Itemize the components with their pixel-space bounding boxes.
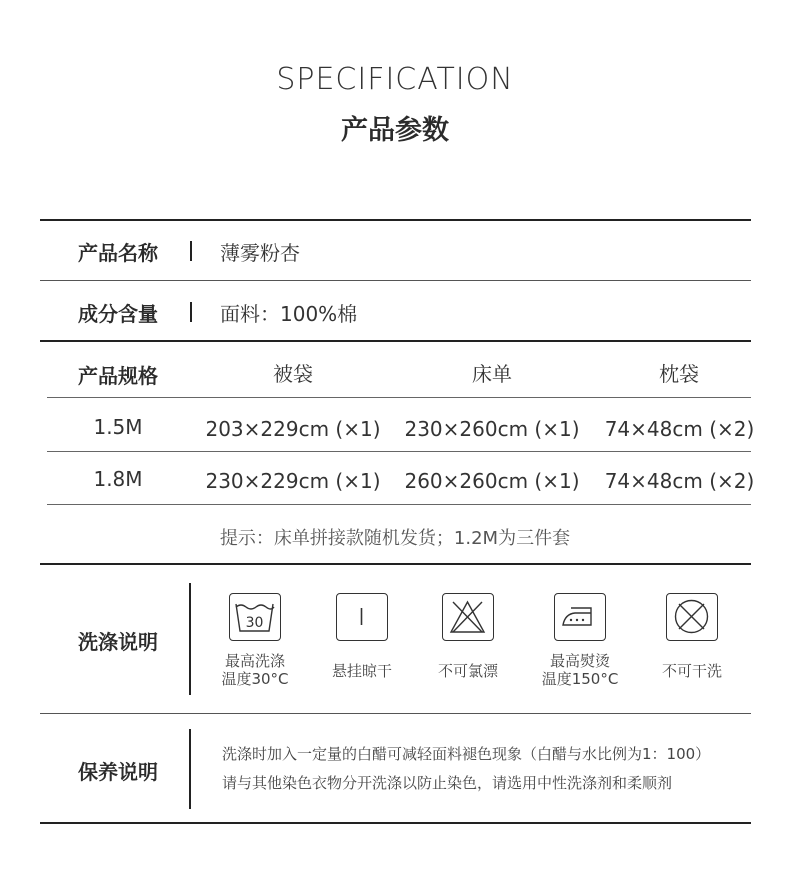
row-divider	[47, 504, 751, 505]
table-bottom-rule	[40, 822, 751, 824]
row-separator	[190, 241, 192, 261]
table-row-size: 1.8M	[93, 467, 143, 491]
wash-temp-text: 30	[245, 615, 264, 631]
section-separator	[189, 583, 191, 695]
hang-dry-label	[312, 662, 412, 680]
row-divider	[40, 280, 751, 281]
care-instruction-line: 洗涤时加入一定量的白醋可减轻面料褪色现象（白醋与水比例为1：100）	[222, 745, 711, 763]
column-duvet-cover: 被袋	[273, 362, 313, 386]
composition-value: 面料：100%棉	[220, 302, 358, 326]
column-bed-sheet: 床单	[472, 362, 512, 386]
table-cell: 230×229cm (×1)	[205, 469, 381, 493]
icon-label-line: 温度30°C	[221, 670, 289, 688]
row-divider	[47, 397, 751, 398]
hang-dry-icon	[336, 593, 388, 641]
row-divider	[47, 451, 751, 452]
row-divider	[40, 340, 751, 342]
icon-label-line: 最高洗涤	[224, 652, 285, 670]
section-divider	[40, 563, 751, 565]
table-cell: 260×260cm (×1)	[404, 469, 580, 493]
section-divider	[40, 713, 751, 714]
table-top-rule	[40, 219, 751, 221]
product-name-label: 产品名称	[78, 241, 158, 265]
no-bleach-icon	[442, 593, 494, 641]
no-dry-clean-label	[642, 662, 742, 680]
section-separator	[189, 729, 191, 809]
product-name-value: 薄雾粉杏	[220, 241, 300, 265]
washing-label: 洗涤说明	[78, 630, 158, 654]
shipping-note: 提示：床单拼接款随机发货；1.2M为三件套	[219, 528, 571, 549]
column-pillowcase: 枕袋	[659, 362, 699, 386]
iron-150-icon	[554, 593, 606, 641]
row-separator	[190, 302, 192, 322]
care-instruction-line: 请与其他染色衣物分开洗涤以防止染色，请选用中性洗涤剂和柔顺剂	[222, 774, 673, 792]
table-cell: 74×48cm (×2)	[604, 469, 755, 493]
wash-30-label	[205, 652, 305, 688]
icon-label-line: 不可氯漂	[437, 662, 498, 680]
title-english: SPECIFICATION	[276, 62, 514, 97]
no-dry-clean-icon	[666, 593, 718, 641]
table-cell: 74×48cm (×2)	[604, 417, 755, 441]
icon-label-line: 悬挂晾干	[331, 662, 392, 680]
composition-label: 成分含量	[78, 302, 158, 326]
no-bleach-label	[418, 662, 518, 680]
icon-label-line: 温度150°C	[541, 670, 619, 688]
icon-label-line: 最高熨烫	[549, 652, 610, 670]
table-cell: 203×229cm (×1)	[205, 417, 381, 441]
spec-label: 产品规格	[78, 364, 158, 388]
icon-label-line: 不可干洗	[661, 662, 722, 680]
care-label: 保养说明	[78, 760, 158, 784]
table-row-size: 1.5M	[93, 415, 143, 439]
table-cell: 230×260cm (×1)	[404, 417, 580, 441]
title-chinese: 产品参数	[341, 115, 449, 146]
wash-30-icon	[229, 593, 281, 641]
iron-150-label	[530, 652, 630, 688]
